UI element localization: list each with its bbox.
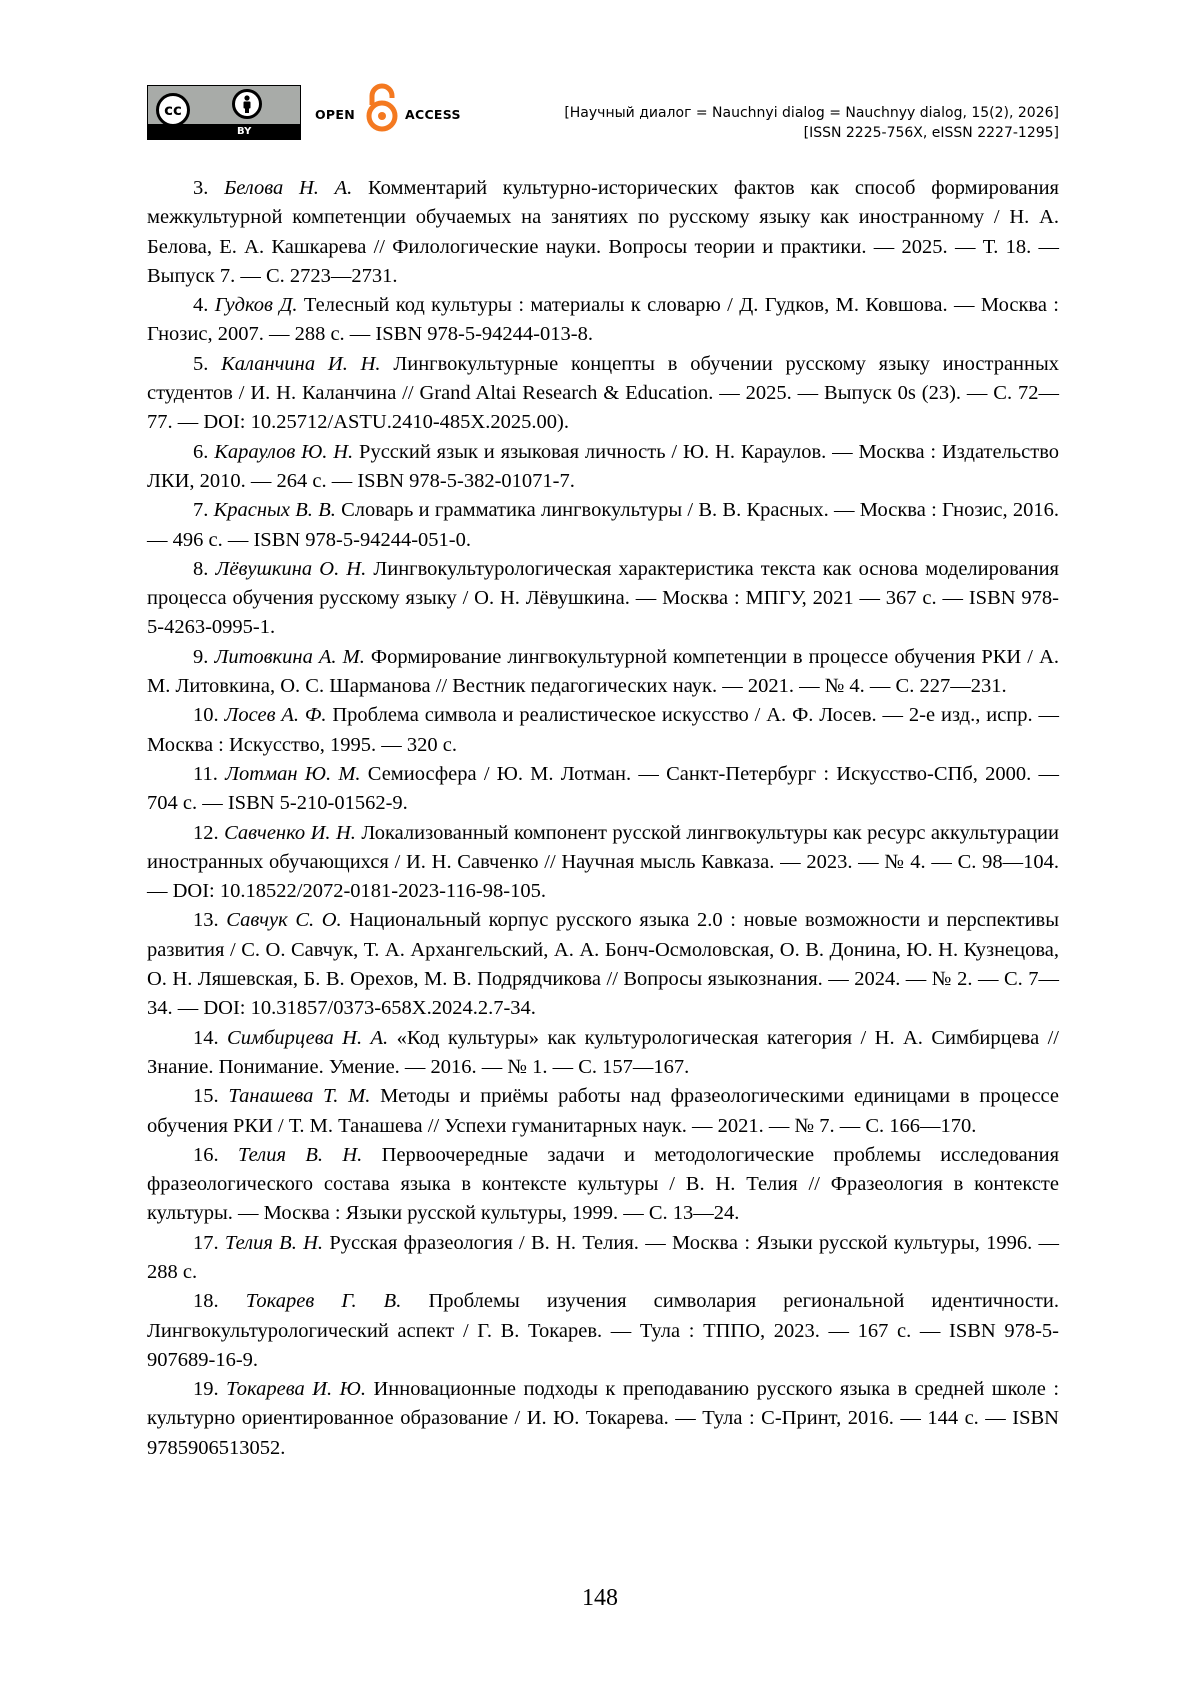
reference-text: Лингвокультурологическая характеристика текста как основа моделирования процесса обучения русскому языку / О. Н. Лёвушкина. — Москва : МПГУ, 2021 — 367 с. — ISBN 978-5-4263-0995-1. xyxy=(147,557,1059,639)
reference-item xyxy=(147,819,1059,907)
reference-text: Методы и приёмы работы над фразеологическими единицами в процессе обучения РКИ / Т. М. Танашева // Успехи гуманитарных наук. — 2021. — № 7. — С. 166—170. xyxy=(147,1085,1059,1137)
reference-author: Симбирцева Н. А. xyxy=(227,1026,389,1049)
reference-text: «Код культуры» как культурологическая категория / Н. А. Симбирцева // Знание. Понимание. Умение. — 2016. — № 1. — С. 157—167. xyxy=(147,1026,1059,1078)
reference-author: Лёвушкина О. Н. xyxy=(215,557,367,580)
license-by-label: BY xyxy=(237,126,252,137)
reference-author: Литовкина А. М. xyxy=(214,645,365,668)
reference-text: Первоочередные задачи и методологические проблемы исследования фразеологического состава языка в контексте культуры / В. Н. Телия // Фразеология в контексте культуры. — Москва : Языки русской культуры, 1999. — С. 13—24. xyxy=(147,1143,1060,1225)
reference-author: Телия В. Н. xyxy=(224,1231,324,1254)
reference-number: 8. xyxy=(193,557,209,580)
reference-number: 16. xyxy=(193,1143,219,1166)
reference-item xyxy=(147,438,1059,497)
reference-item xyxy=(147,1375,1059,1463)
reference-number: 15. xyxy=(193,1085,219,1108)
reference-item xyxy=(147,496,1059,555)
reference-number: 6. xyxy=(193,440,209,463)
open-access-lock-icon xyxy=(363,83,401,133)
reference-number: 3. xyxy=(193,177,209,199)
reference-number: 10. xyxy=(193,704,219,727)
reference-item xyxy=(147,906,1059,1023)
reference-author: Савчук С. О. xyxy=(226,909,342,932)
reference-number: 12. xyxy=(193,821,219,844)
reference-text: Инновационные подходы к преподаванию русского языка в средней школе : культурно ориентированное образование / И. Ю. Токарева. — Тула : С-Принт, 2016. — 144 с. — ISBN 9785906513052. xyxy=(147,1378,1060,1459)
reference-text: Лингвокультурные концепты в обучении русскому языку иностранных студентов / И. Н. Каланчина // Grand Altai Research & Education. — 2025. — Выпуск 0s (23). — С. 72—77. — DOI: 10.25712/ASTU.2410-485X.2025.00). xyxy=(147,352,1060,434)
reference-author: Лосев А. Ф. xyxy=(224,704,327,727)
reference-item xyxy=(147,1024,1059,1083)
reference-number: 7. xyxy=(193,499,209,522)
reference-text: Телесный код культуры : материалы к словарю / Д. Гудков, М. Ковшова. — Москва : Гнозис, 2007. — 288 с. — ISBN 978-5-94244-013-8. xyxy=(147,294,1060,346)
attribution-person-icon xyxy=(232,89,262,119)
reference-item xyxy=(147,350,1059,438)
citation-line-1: [Научный диалог = Nauchnyi dialog = Nauchnyy dialog, 15(2), 2026] xyxy=(564,105,1059,121)
reference-item xyxy=(147,174,1059,291)
citation-line-2: [ISSN 2225-756X, eISSN 2227-1295] xyxy=(803,125,1059,141)
reference-author: Каланчина И. Н. xyxy=(221,352,381,375)
reference-number: 11. xyxy=(193,762,218,785)
open-access-word-open: OPEN xyxy=(315,107,355,122)
reference-item xyxy=(147,643,1059,702)
reference-item xyxy=(147,760,1059,819)
cc-icon: cc xyxy=(156,93,190,127)
journal-citation xyxy=(564,103,1059,143)
reference-number: 14. xyxy=(193,1026,219,1049)
reference-author: Токарев Г. В. xyxy=(245,1290,402,1313)
open-access-word-access: ACCESS xyxy=(405,107,461,122)
reference-item xyxy=(147,1287,1059,1375)
reference-author: Лотман Ю. М. xyxy=(225,762,361,785)
reference-author: Танашева Т. М. xyxy=(228,1085,371,1108)
reference-item xyxy=(147,555,1059,643)
reference-text: Русский язык и языковая личность / Ю. Н. Караулов. — Москва : Издательство ЛКИ, 2010. — 264 с. — ISBN 978-5-382-01071-7. xyxy=(147,440,1060,492)
reference-text: Русская фразеология / В. Н. Телия. — Москва : Языки русской культуры, 1996. — 288 с. xyxy=(147,1231,1060,1283)
reference-item xyxy=(147,1141,1059,1229)
reference-number: 13. xyxy=(193,909,219,932)
open-access-logo xyxy=(315,85,480,140)
reference-text: Проблемы изучения символария региональной идентичности. Лингвокультурологический аспект / Г. В. Токарев. — Тула : ТППО, 2023. — 167 с. — ISBN 978-5-907689-16-9. xyxy=(147,1290,1059,1371)
reference-number: 18. xyxy=(193,1290,219,1313)
reference-number: 4. xyxy=(193,294,209,317)
reference-text: Национальный корпус русского языка 2.0 : новые возможности и перспективы развития / С. О. Савчук, Т. А. Архангельский, А. А. Бонч-Осмоловская, О. В. Донина, Ю. Н. Кузнецова, О. Н. Ляшевская, Б. В. Орехов, М. В. Подрядчикова // Вопросы языкознания. — 2024. — № 2. — С. 7—34. — DOI: 10.31857/0373-658X.2024.2.7-34. xyxy=(147,909,1059,1020)
reference-text: Словарь и грамматика лингвокультуры / В. В. Красных. — Москва : Гнозис, 2016. — 496 с. — ISBN 978-5-94244-051-0. xyxy=(147,499,1060,551)
reference-text: Локализованный компонент русской лингвокультуры как ресурс аккультурации иностранных обучающихся / И. Н. Савченко // Научная мысль Кавказа. — 2023. — № 4. — С. 98—104. — DOI: 10.18522/2072-0181-2023-116-98-105. xyxy=(147,821,1059,903)
reference-text: Семиосфера / Ю. М. Лотман. — Санкт-Петербург : Искусство-СПб, 2000. — 704 с. — ISBN 5-210-01562-9. xyxy=(147,762,1060,815)
page-number: 148 xyxy=(582,1585,618,1611)
reference-author: Савченко И. Н. xyxy=(224,821,356,844)
reference-item xyxy=(147,1229,1059,1288)
reference-item xyxy=(147,1082,1059,1141)
reference-author: Телия В. Н. xyxy=(238,1143,363,1166)
reference-number: 9. xyxy=(193,645,209,668)
reference-number: 19. xyxy=(193,1378,219,1401)
reference-text: Комментарий культурно-исторических фактов как способ формирования межкультурной компетенции обучаемых на занятиях по русскому языку как иностранному / Н. А. Белова, Е. А. Кашкарева // Филологические науки. Вопросы теории и практики. — 2025. — Т. 18. — Выпуск 7. — С. 2723—2731. xyxy=(147,177,1059,287)
reference-author: Красных В. В. xyxy=(213,499,336,522)
reference-item xyxy=(147,701,1059,760)
cc-by-license-badge[interactable] xyxy=(147,85,301,140)
reference-text: Проблема символа и реалистическое искусство / А. Ф. Лосев. — 2-е изд., испр. — Москва : Искусство, 1995. — 320 с. xyxy=(147,704,1060,756)
page-header xyxy=(147,85,1059,145)
reference-list xyxy=(147,174,1059,1463)
reference-number: 5. xyxy=(193,352,209,375)
reference-author: Гудков Д. xyxy=(214,294,298,317)
reference-text: Формирование лингвокультурной компетенции в процессе обучения РКИ / А. М. Литовкина, О. С. Шарманова // Вестник педагогических наук. — 2021. — № 4. — С. 227—231. xyxy=(147,645,1060,698)
reference-author: Караулов Ю. Н. xyxy=(214,440,354,463)
reference-author: Белова Н. А. xyxy=(224,177,353,199)
reference-item xyxy=(147,291,1059,350)
reference-number: 17. xyxy=(193,1231,219,1254)
reference-author: Токарева И. Ю. xyxy=(226,1378,366,1401)
